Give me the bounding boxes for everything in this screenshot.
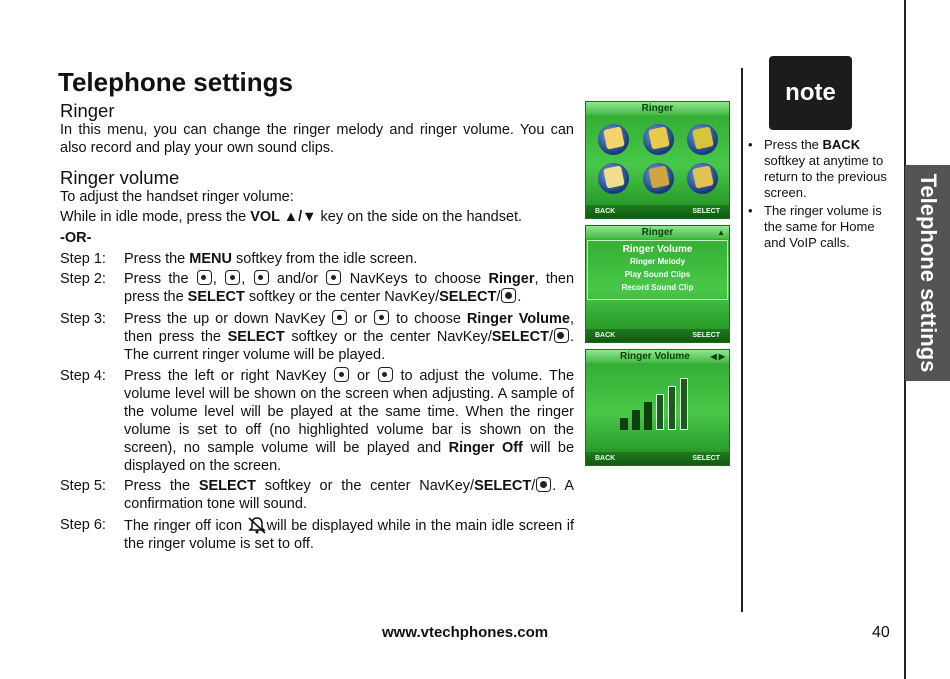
ringer-volume-heading: Ringer volume: [60, 167, 180, 188]
softkey-back: BACK: [595, 455, 616, 462]
settings-menu-icon: [687, 163, 718, 194]
screen-title: Ringer: [586, 102, 729, 115]
ringer-list-screen: [585, 225, 730, 343]
volume-bar: [656, 394, 664, 430]
ringer-options-list: [587, 240, 728, 300]
navkey-down-icon: [225, 270, 240, 285]
softkey-select: SELECT: [692, 208, 720, 215]
volume-bar: [680, 378, 688, 430]
screen-title: Ringer: [641, 227, 674, 238]
list-item-ringer-melody: Ringer Melody: [629, 257, 686, 266]
navkey-select-icon: [554, 328, 569, 343]
list-item-record-sound-clip: Record Sound Clip: [621, 283, 694, 292]
volume-bar: [668, 386, 676, 430]
softkey-back: BACK: [595, 332, 616, 339]
ringer-melody-menu-icon: [643, 124, 674, 155]
softkey-back: BACK: [595, 208, 616, 215]
navkey-left-icon: [334, 367, 349, 382]
navkey-left-icon: [254, 270, 269, 285]
scroll-arrows-icon: ▲: [717, 228, 725, 237]
softkey-select: SELECT: [692, 332, 720, 339]
navkey-down-icon: [374, 310, 389, 325]
volume-bar: [620, 418, 628, 430]
page-number: 40: [872, 624, 890, 641]
ringer-menu-screen: [585, 101, 730, 219]
screen-title: Ringer Volume: [620, 351, 690, 362]
ringer-volume-line2: While in idle mode, press the VOL ▲/▼ key on the side on the handset.: [60, 209, 523, 225]
volume-bar: [632, 410, 640, 430]
ringer-volume-screen: [585, 349, 730, 466]
list-item-play-sound-clips: Play Sound Clips: [624, 270, 691, 279]
ringer-heading: Ringer: [60, 100, 115, 121]
navkey-select-icon: [501, 288, 516, 303]
notes-list: [748, 137, 888, 253]
navkey-select-icon: [536, 477, 551, 492]
navkey-up-icon: [332, 310, 347, 325]
softkey-select: SELECT: [692, 455, 720, 462]
navkey-right-icon: [378, 367, 393, 382]
phone-menu-icon: [643, 163, 674, 194]
ringer-off-icon: [247, 516, 267, 534]
record-sound-clip-menu-icon: [598, 163, 629, 194]
page-title: Telephone settings: [58, 67, 293, 97]
or-separator: -OR-: [60, 230, 92, 246]
volume-bar: [644, 402, 652, 430]
play-sound-clips-menu-icon: [687, 124, 718, 155]
ringer-volume-menu-icon: [598, 124, 629, 155]
note-item: • Press the BACK softkey at anytime to return to the previous screen.: [748, 137, 888, 201]
left-right-arrows-icon: ◀ ▶: [710, 352, 725, 361]
note-badge: note: [769, 56, 852, 130]
footer-url: www.vtechphones.com: [382, 624, 549, 641]
navkey-right-icon: [326, 270, 341, 285]
navkey-up-icon: [197, 270, 212, 285]
column-divider: [741, 68, 743, 612]
ringer-intro: In this menu, you can change the ringer melody and ringer volume. You can also record and play your own sound clips.: [60, 122, 574, 156]
list-item-ringer-volume: Ringer Volume: [622, 244, 693, 255]
section-side-tab: Telephone settings: [905, 165, 950, 381]
note-item: • The ringer volume is the same for Home and VoIP calls.: [748, 203, 888, 251]
ringer-volume-line1: To adjust the handset ringer volume:: [60, 189, 294, 205]
